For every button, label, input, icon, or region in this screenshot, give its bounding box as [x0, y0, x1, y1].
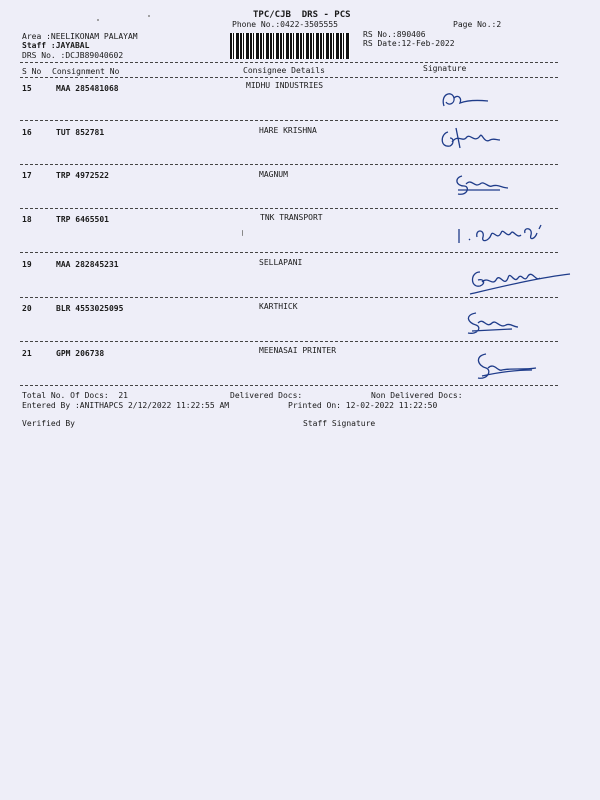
- scan-speck: [242, 230, 243, 236]
- entered-by: Entered By :ANITHAPCS 2/12/2022 11:22:55 AM: [22, 401, 230, 410]
- divider: [20, 62, 558, 63]
- signature-image: [452, 170, 512, 198]
- divider: [20, 77, 558, 78]
- row-divider: [20, 208, 558, 209]
- row-consignment: MAA 282845231: [56, 260, 119, 269]
- row-consignment: MAA 285481068: [56, 84, 119, 93]
- staff-signature-label: Staff Signature: [303, 419, 376, 428]
- staff-label: Staff :JAYABAL: [22, 41, 90, 50]
- signature-image: [455, 215, 555, 249]
- phone-number: Phone No.:0422-3505555: [232, 20, 338, 29]
- row-divider: [20, 120, 558, 121]
- barcode: [230, 33, 350, 59]
- row-consignee: MEENASAI PRINTER: [259, 346, 337, 355]
- signature-image: [436, 124, 506, 154]
- row-sno: 17: [22, 171, 32, 180]
- area-label: Area :NEELIKONAM PALAYAM: [22, 32, 138, 41]
- drs-number: DRS No. :DCJB89040602: [22, 51, 124, 60]
- row-consignee: SELLAPANI: [259, 258, 303, 267]
- column-header-signature: Signature: [423, 64, 467, 73]
- signature-image: [438, 88, 498, 114]
- row-consignment: TRP 6465501: [56, 215, 109, 224]
- row-consignee: MIDHU INDUSTRIES: [246, 81, 324, 90]
- printed-on: Printed On: 12-02-2022 11:22:50: [288, 401, 438, 410]
- signature-image: [470, 350, 540, 384]
- row-consignee: MAGNUM: [259, 170, 288, 179]
- verified-by: Verified By: [22, 419, 75, 428]
- row-consignment: BLR 4553025095: [56, 304, 124, 313]
- row-consignee: TNK TRANSPORT: [260, 213, 323, 222]
- row-divider: [20, 252, 558, 253]
- column-header-consignment: Consignment No: [52, 67, 120, 76]
- row-sno: 19: [22, 260, 32, 269]
- row-divider: [20, 164, 558, 165]
- scan-speck: [97, 19, 99, 21]
- row-sno: 20: [22, 304, 32, 313]
- row-divider: [20, 341, 558, 342]
- delivered-docs: Delivered Docs:: [230, 391, 303, 400]
- row-consignee: HARE KRISHNA: [259, 126, 317, 135]
- rs-date: RS Date:12-Feb-2022: [363, 39, 455, 48]
- page-number: Page No.:2: [453, 20, 502, 29]
- signature-image: [466, 262, 576, 298]
- rs-number: RS No.:890406: [363, 30, 426, 39]
- row-consignment: GPM 206738: [56, 349, 105, 358]
- column-header-sno: S No: [22, 67, 42, 76]
- divider: [20, 385, 558, 386]
- total-docs: Total No. Of Docs: 21: [22, 391, 128, 400]
- signature-image: [462, 307, 522, 339]
- document-title: TPC/CJB DRS - PCS: [253, 10, 351, 20]
- non-delivered-docs: Non Delivered Docs:: [371, 391, 463, 400]
- scan-speck: [148, 15, 150, 17]
- row-consignment: TUT 852781: [56, 128, 105, 137]
- row-consignee: KARTHICK: [259, 302, 298, 311]
- row-sno: 21: [22, 349, 32, 358]
- row-sno: 16: [22, 128, 32, 137]
- row-sno: 18: [22, 215, 32, 224]
- column-header-consignee: Consignee Details: [243, 66, 325, 75]
- row-consignment: TRP 4972522: [56, 171, 109, 180]
- row-sno: 15: [22, 84, 32, 93]
